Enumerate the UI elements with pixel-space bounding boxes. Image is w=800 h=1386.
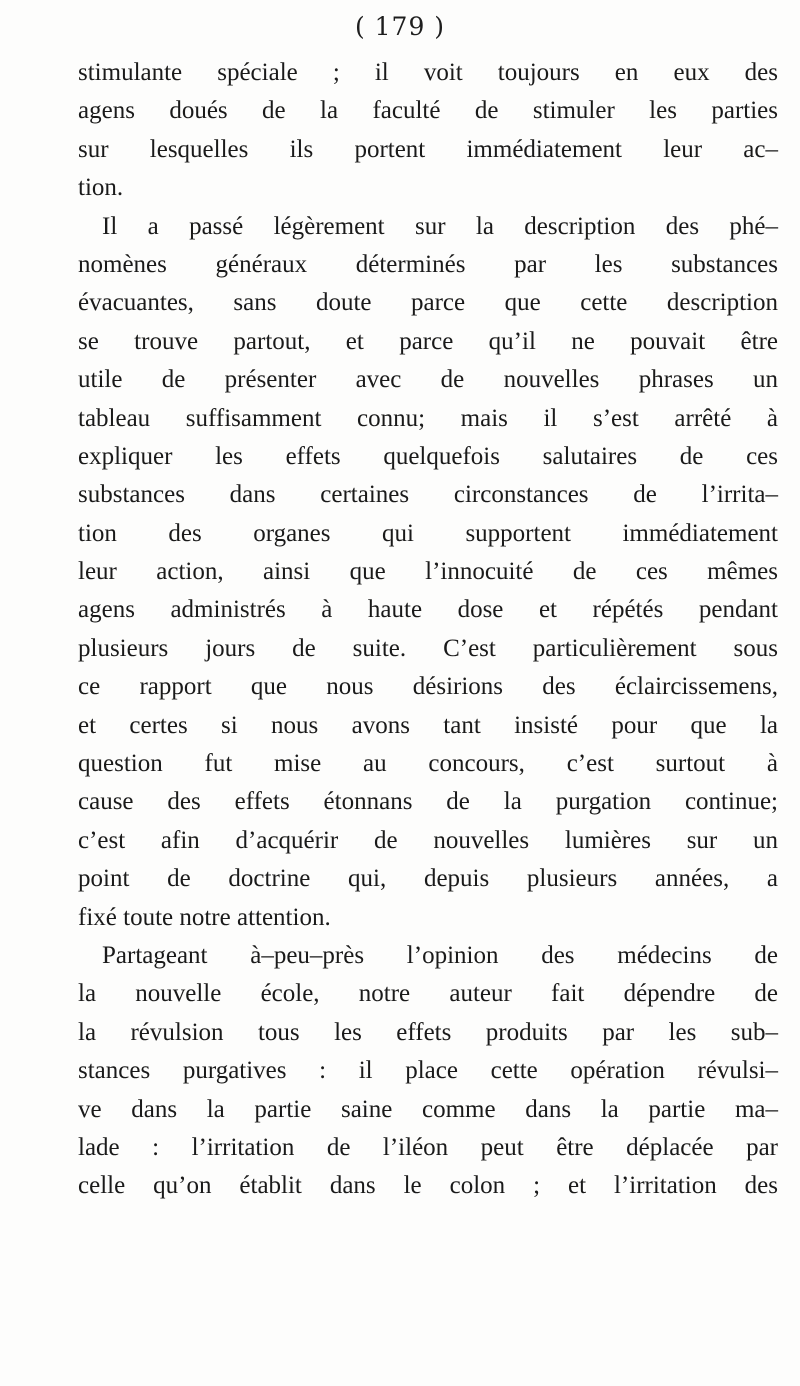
- text-line: question fut mise au concours, c’est surtout à: [78, 750, 778, 778]
- text-line: c’est afin d’acquérir de nouvelles lumières sur un: [78, 826, 778, 854]
- text-line: stimulante spéciale ; il voit toujours en eux des: [78, 59, 778, 86]
- text-line: stances purgatives : il place cette opération révulsi–: [78, 1057, 778, 1085]
- text-line: lade : l’irritation de l’iléon peut être déplacée par: [78, 1133, 778, 1161]
- text-line: expliquer les effets quelquefois salutaires de ces: [78, 442, 778, 470]
- text-line: Partageant à–peu–près l’opinion des médecins de: [102, 941, 778, 969]
- page-number: ( 179 ): [354, 12, 446, 41]
- text-line: point de doctrine qui, depuis plusieurs années, a: [78, 865, 778, 893]
- text-line: Il a passé légèrement sur la description des phé–: [102, 212, 778, 240]
- text-line: tion.: [78, 174, 124, 202]
- text-line: tableau suffisamment connu; mais il s’est arrêté à: [78, 404, 778, 432]
- text-line: utile de présenter avec de nouvelles phrases un: [78, 366, 778, 394]
- text-line: évacuantes, sans doute parce que cette description: [78, 289, 778, 317]
- text-line: tion des organes qui supportent immédiatement: [78, 519, 778, 547]
- body-text: [78, 54, 778, 1206]
- text-line: se trouve partout, et parce qu’il ne pouvait être: [78, 327, 778, 355]
- text-line: celle qu’on établit dans le colon ; et l’irritation des: [78, 1172, 778, 1200]
- text-line: leur action, ainsi que l’innocuité de ces mêmes: [78, 558, 778, 586]
- text-line: ve dans la partie saine comme dans la partie ma–: [78, 1095, 778, 1123]
- text-line: agens doués de la faculté de stimuler les parties: [78, 97, 778, 125]
- text-line: plusieurs jours de suite. C’est particulièrement sous: [78, 634, 778, 662]
- text-line: nomènes généraux déterminés par les substances: [78, 250, 778, 278]
- text-line: la nouvelle école, notre auteur fait dépendre de: [78, 980, 778, 1008]
- text-line: la révulsion tous les effets produits par les sub–: [78, 1018, 778, 1046]
- text-line: cause des effets étonnans de la purgation continue;: [78, 788, 778, 816]
- text-line: ce rapport que nous désirions des éclaircissemens,: [78, 673, 778, 701]
- text-line: substances dans certaines circonstances de l’irrita–: [78, 481, 778, 509]
- text-line: agens administrés à haute dose et répétés pendant: [78, 596, 778, 624]
- text-line: et certes si nous avons tant insisté pour que la: [78, 711, 778, 739]
- text-line: sur lesquelles ils portent immédiatement leur ac–: [78, 135, 778, 163]
- text-line: fixé toute notre attention.: [78, 903, 331, 931]
